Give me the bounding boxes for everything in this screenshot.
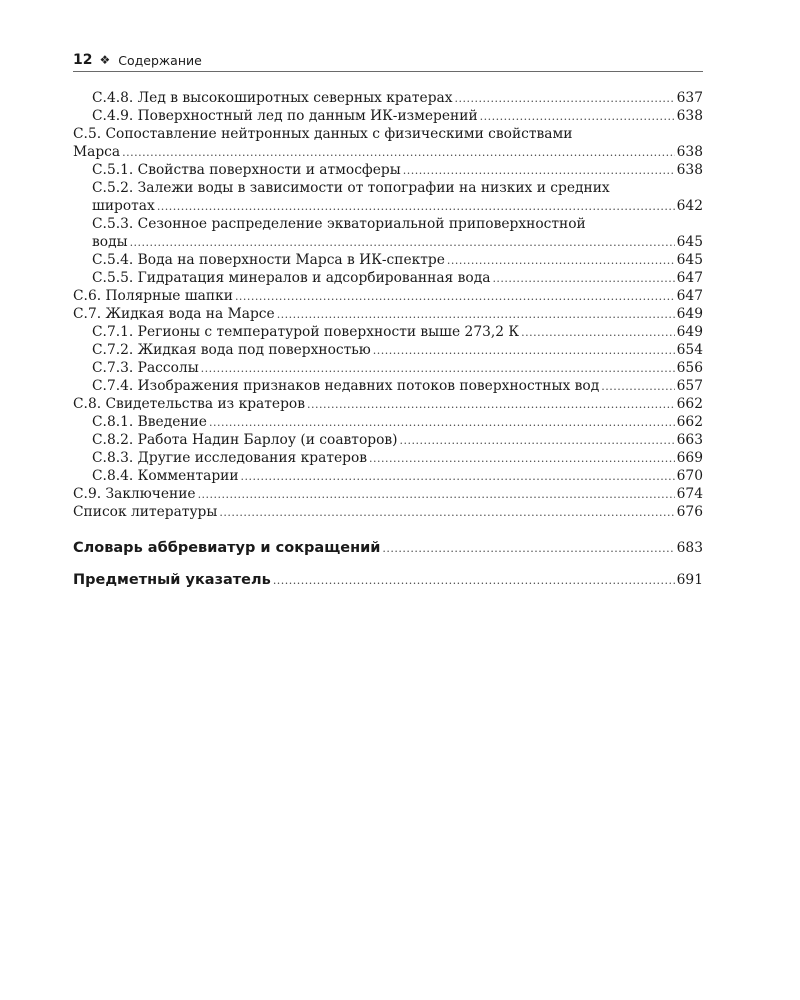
dot-leader	[492, 270, 674, 288]
toc-entry-page: 649	[676, 324, 703, 340]
toc-entry-label: С.8.1. Введение	[92, 414, 207, 430]
toc-entry-c8-1	[73, 413, 703, 431]
toc-entry-references	[73, 503, 703, 521]
toc-entry-label: С.4.8. Лед в высокоширотных северных кратерах	[92, 90, 453, 106]
dot-leader	[373, 342, 675, 360]
toc-entry-page: 657	[676, 378, 703, 394]
toc-entry-page: 662	[676, 414, 703, 430]
toc-entry-page: 669	[676, 450, 703, 466]
spacer	[73, 559, 703, 571]
toc-entry-c7-1	[73, 323, 703, 341]
toc-entry-label: С.9. Заключение	[73, 486, 196, 502]
toc-entry-label: широтах	[92, 198, 155, 214]
toc-entry-label: С.5.4. Вода на поверхности Марса в ИК-спектре	[92, 252, 445, 268]
toc-entry-c4-9	[73, 107, 703, 125]
toc-entry-page: 638	[676, 108, 703, 124]
running-header	[73, 50, 703, 70]
dot-leader	[400, 432, 675, 450]
toc-entry-label: Словарь аббревиатур и сокращений	[73, 540, 381, 556]
toc-entry-page: 663	[676, 432, 703, 448]
toc-entry-c6	[73, 287, 703, 305]
toc-entry-label: С.5.5. Гидратация минералов и адсорбированная вода	[92, 270, 491, 286]
toc-entry-c5-3	[73, 233, 703, 251]
toc-entry-glossary	[73, 539, 703, 559]
dot-leader	[198, 486, 675, 504]
dot-leader	[521, 324, 675, 342]
dot-leader	[130, 234, 675, 252]
dot-leader	[382, 540, 674, 558]
toc-entry-c8	[73, 395, 703, 413]
toc-entry-page: 674	[676, 486, 703, 502]
toc-entry-page: 656	[676, 360, 703, 376]
toc-entry-c5-2	[73, 197, 703, 215]
page-number: 12	[73, 52, 93, 68]
toc-entry-c7-3	[73, 359, 703, 377]
dot-leader	[201, 360, 675, 378]
toc-entry-page: 654	[676, 342, 703, 358]
toc-entry-c7-2	[73, 341, 703, 359]
dot-leader	[273, 572, 675, 590]
toc-entry-c8-2	[73, 431, 703, 449]
spacer	[73, 521, 703, 539]
toc-entry-page: 662	[676, 396, 703, 412]
table-of-contents	[73, 89, 703, 591]
dot-leader	[307, 396, 675, 414]
dot-leader	[455, 90, 675, 108]
toc-entry-label: С.8.3. Другие исследования кратеров	[92, 450, 368, 466]
toc-entry-c4-8	[73, 89, 703, 107]
toc-entry-page: 647	[676, 270, 703, 286]
dot-leader	[235, 288, 675, 306]
toc-entry-c5-2-line1: С.5.2. Залежи воды в зависимости от топографии на низких и средних	[92, 180, 610, 196]
toc-entry-label: Список литературы	[73, 504, 218, 520]
toc-entry-c9	[73, 485, 703, 503]
toc-entry-label: Марса	[73, 144, 121, 160]
dot-leader	[277, 306, 675, 324]
toc-entry-label: С.5.1. Свойства поверхности и атмосферы	[92, 162, 401, 178]
toc-entry-page: 645	[676, 252, 703, 268]
dot-leader	[122, 144, 675, 162]
toc-entry-page: 638	[676, 144, 703, 160]
toc-entry-label: С.7.1. Регионы с температурой поверхности выше 273,2 К	[92, 324, 520, 340]
toc-entry-label: С.7.2. Жидкая вода под поверхностью	[92, 342, 371, 358]
toc-entry-c5-3-line1: С.5.3. Сезонное распределение экваториальной приповерхностной	[92, 216, 586, 232]
toc-entry-c5-4	[73, 251, 703, 269]
toc-entry-label: С.8.2. Работа Надин Барлоу (и соавторов)	[92, 432, 398, 448]
dot-leader	[403, 162, 675, 180]
toc-entry-label: С.4.9. Поверхностный лед по данным ИК-измерений	[92, 108, 478, 124]
dot-leader	[209, 414, 675, 432]
toc-entry-c7	[73, 305, 703, 323]
dot-leader	[157, 198, 675, 216]
toc-entry-label: С.7.4. Изображения признаков недавних потоков поверхностных вод	[92, 378, 600, 394]
header-rule	[73, 71, 703, 72]
toc-entry-c5-1	[73, 161, 703, 179]
running-title: Содержание	[118, 52, 202, 68]
dot-leader	[601, 378, 674, 396]
toc-entry-label: воды	[92, 234, 128, 250]
toc-entry-label: Предметный указатель	[73, 572, 271, 588]
toc-entry-label: С.8.4. Комментарии	[92, 468, 239, 484]
dot-leader	[447, 252, 675, 270]
toc-entry-index	[73, 571, 703, 591]
toc-entry-page: 638	[676, 162, 703, 178]
toc-entry-page: 647	[676, 288, 703, 304]
toc-entry-page: 683	[676, 540, 703, 556]
toc-entry-c8-3	[73, 449, 703, 467]
toc-entry-page: 670	[676, 468, 703, 484]
toc-entry-page: 645	[676, 234, 703, 250]
dot-leader	[219, 504, 674, 522]
toc-entry-page: 637	[676, 90, 703, 106]
toc-entry-c5-line1: С.5. Сопоставление нейтронных данных с физическими свойствами	[73, 126, 573, 142]
fleuron-icon: ❖	[99, 53, 111, 67]
toc-entry-label: С.7. Жидкая вода на Марсе	[73, 306, 275, 322]
toc-entry-label: С.7.3. Рассолы	[92, 360, 199, 376]
toc-entry-c7-4	[73, 377, 703, 395]
toc-entry-c8-4	[73, 467, 703, 485]
toc-entry-page: 676	[676, 504, 703, 520]
dot-leader	[369, 450, 675, 468]
toc-entry-c5	[73, 143, 703, 161]
dot-leader	[480, 108, 675, 126]
toc-entry-c5-5	[73, 269, 703, 287]
dot-leader	[241, 468, 675, 486]
toc-entry-page: 642	[676, 198, 703, 214]
toc-entry-page: 691	[676, 572, 703, 588]
toc-entry-page: 649	[676, 306, 703, 322]
toc-entry-label: С.8. Свидетельства из кратеров	[73, 396, 305, 412]
toc-entry-label: С.6. Полярные шапки	[73, 288, 233, 304]
